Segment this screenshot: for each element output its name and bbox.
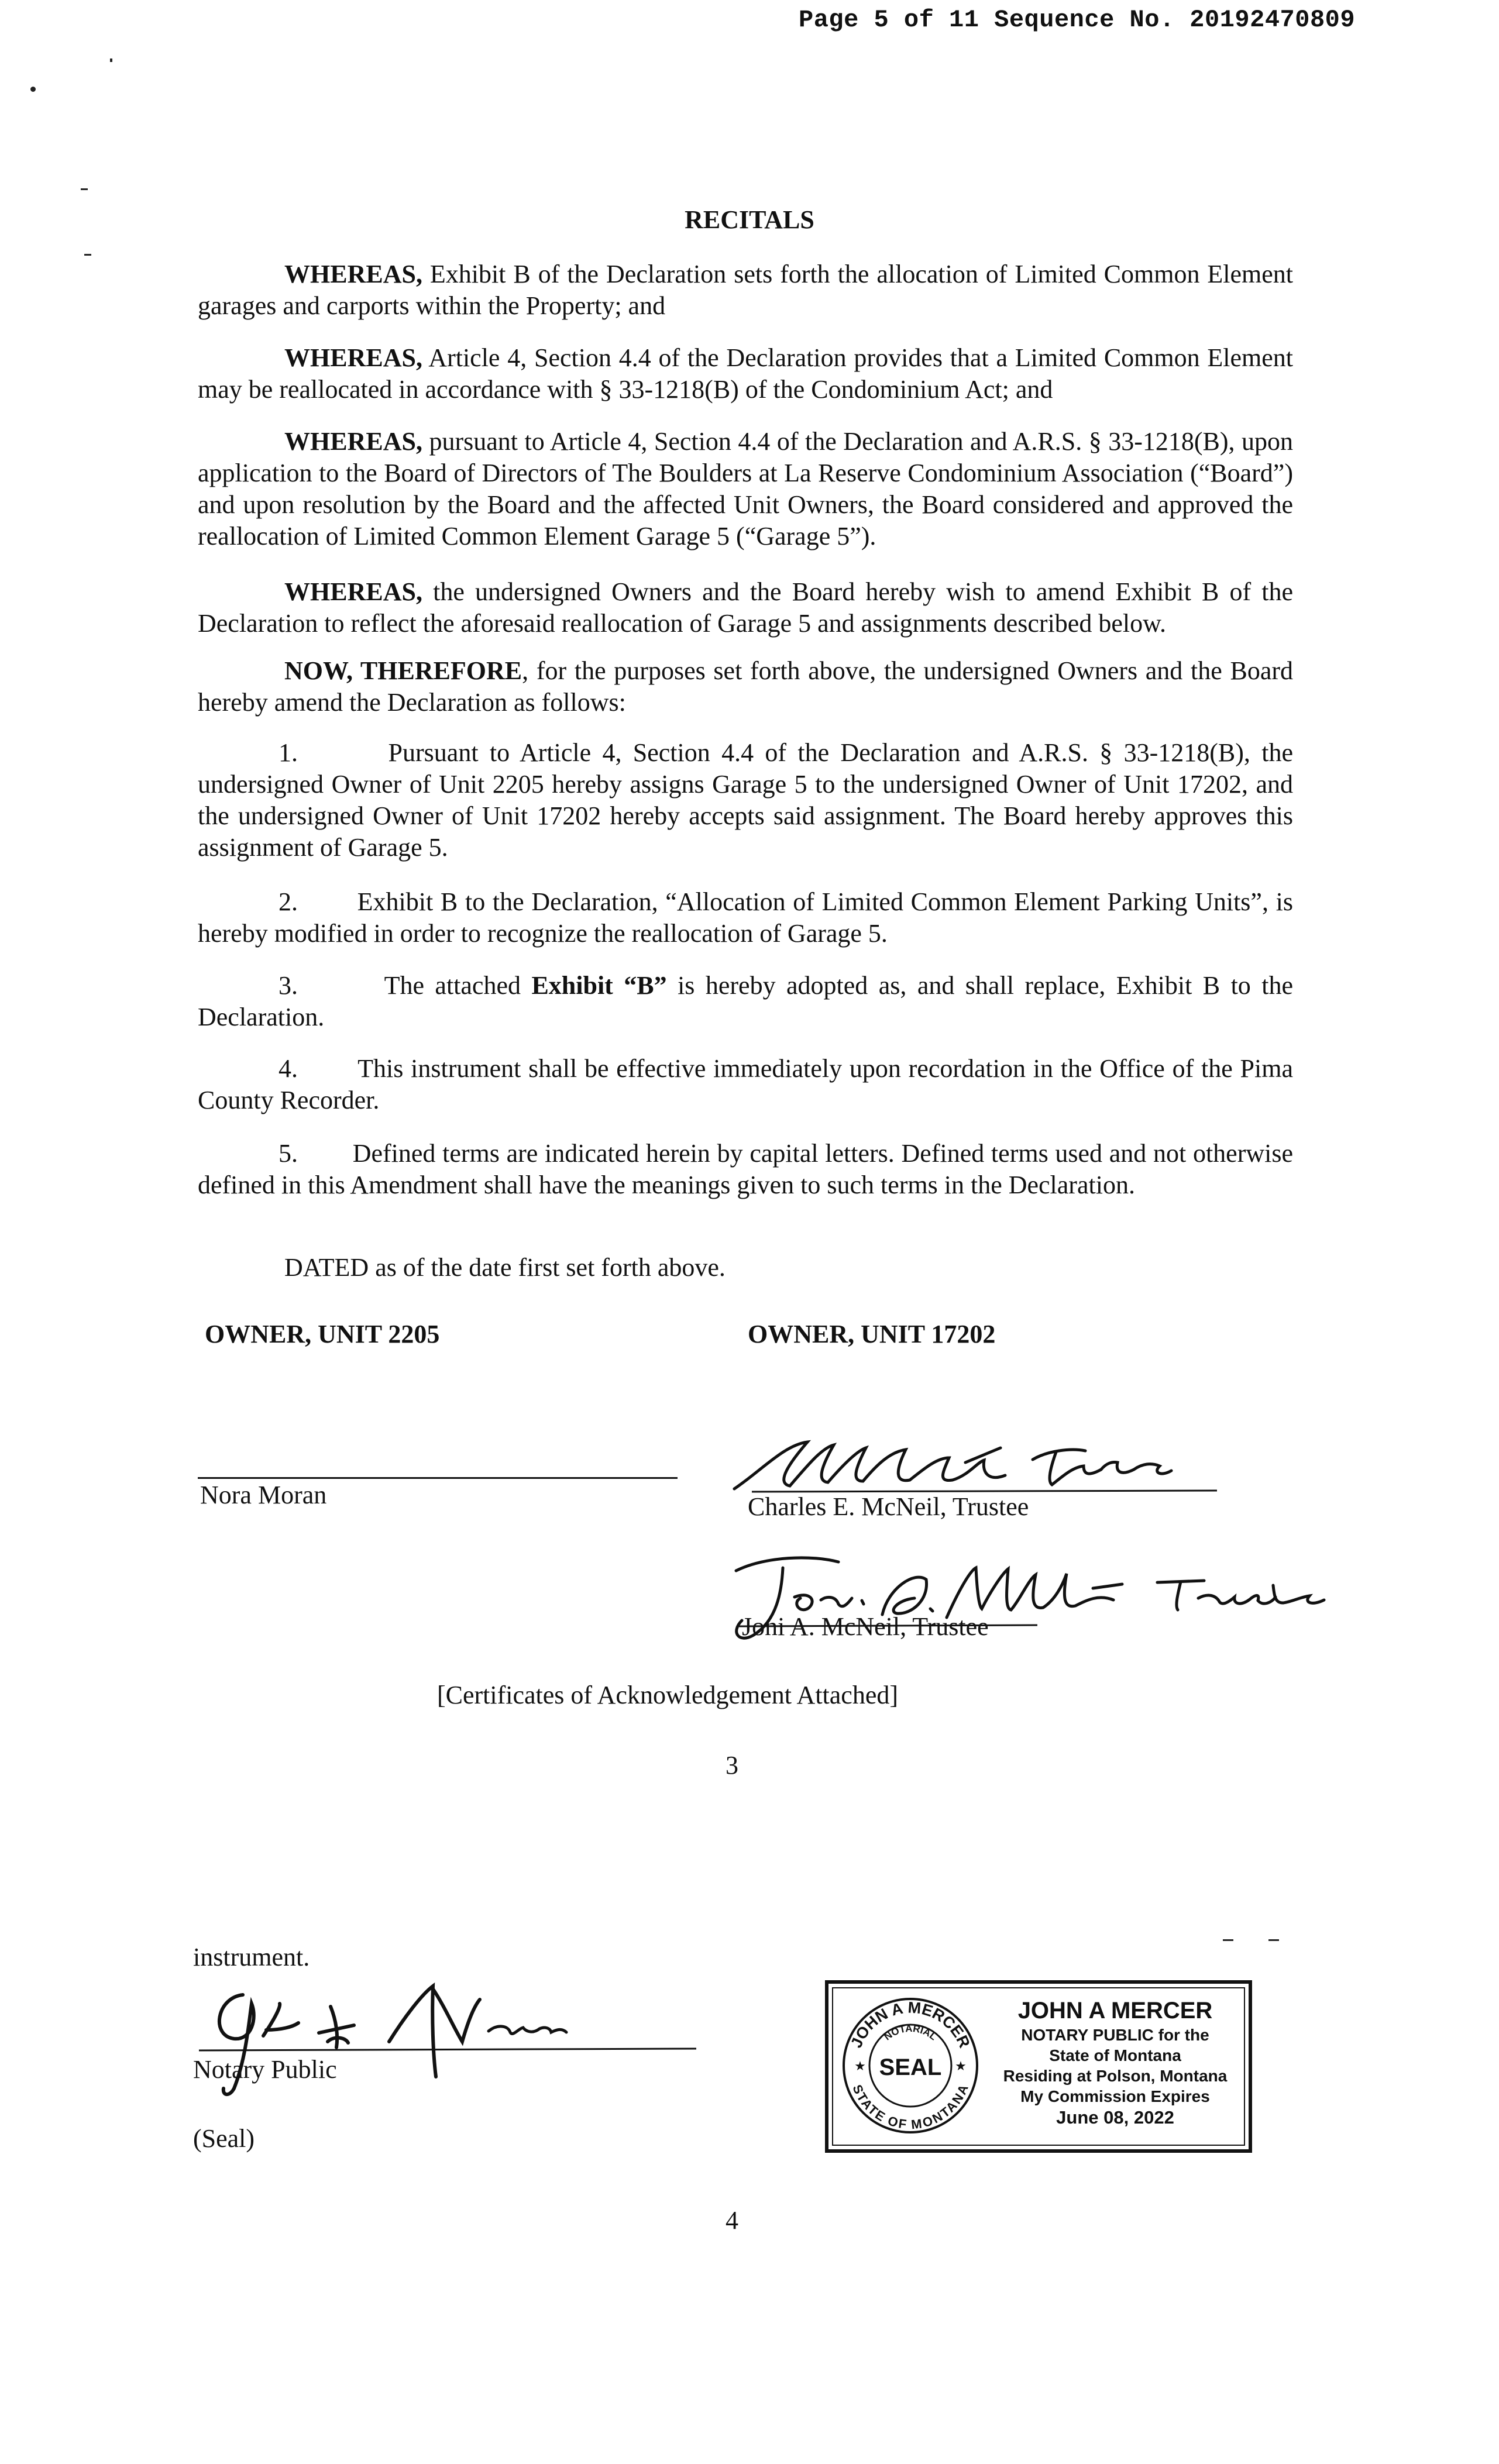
recital-lead: WHEREAS, xyxy=(284,577,422,606)
instrument-text: instrument. xyxy=(193,1943,310,1971)
recital-paragraph-1 xyxy=(198,259,1293,322)
stamp-expiry-date: June 08, 2022 xyxy=(1056,2107,1174,2128)
dated-line: DATED as of the date first set forth above. xyxy=(284,1253,726,1282)
item-number: 1. xyxy=(279,738,298,767)
item-text: Exhibit B to the Declaration, “Allocation of Limited Common Element Parking Units”, is hereby modified in order to recognize the reallocation of Garage 5. xyxy=(198,887,1293,948)
recital-text: Exhibit B of the Declaration sets forth the allocation of Limited Common Element garages and carports within the Property; and xyxy=(198,260,1293,320)
recital-lead: WHEREAS, xyxy=(284,260,422,288)
signer-name-charles-mcneil: Charles E. McNeil, Trustee xyxy=(748,1492,1029,1521)
recital-paragraph-3 xyxy=(198,426,1293,552)
stamp-line-4: My Commission Expires xyxy=(1020,2087,1210,2105)
recital-lead: WHEREAS, xyxy=(284,427,422,456)
item-number: 5. xyxy=(279,1139,298,1168)
recital-text: pursuant to Article 4, Section 4.4 of the Declaration and A.R.S. § 33-1218(B), upon application to the Board of Directors of The Boulders at La Reserve Condominium Association (“Board”) and upon resolution by the Board and the affected Unit Owners, the Board considered and approved the reallocation of Limited Common Element Garage 5 (“Garage 5”). xyxy=(198,427,1293,550)
numbered-item-3 xyxy=(198,970,1293,1033)
page-number-3: 3 xyxy=(726,1751,738,1780)
owner-unit-2205-heading: OWNER, UNIT 2205 xyxy=(205,1320,440,1348)
handwritten-signature-joni-mcneil xyxy=(713,1544,1339,1661)
seal-star-right-icon: ★ xyxy=(955,2059,967,2073)
seal-notarial-text: NOTARIAL xyxy=(882,2022,939,2043)
item-text: This instrument shall be effective immediately upon recordation in the Office of the Pima County Recorder. xyxy=(198,1054,1293,1114)
seal-bottom-text: STATE OF MONTANA xyxy=(850,2082,971,2132)
item-number: 3. xyxy=(279,971,298,1000)
recital-text: the undersigned Owners and the Board hereby wish to amend Exhibit B of the Declaration to reflect the aforesaid reallocation of Garage 5 and assignments described below. xyxy=(198,577,1293,638)
scan-speck xyxy=(81,188,88,190)
item-number: 2. xyxy=(279,887,298,916)
scan-speck xyxy=(1268,1939,1279,1941)
seal-top-text: JOHN A MERCER xyxy=(847,1998,974,2050)
page-header: Page 5 of 11 Sequence No. 20192470809 xyxy=(799,6,1356,34)
seal-center-text: SEAL xyxy=(879,2055,942,2080)
scan-speck xyxy=(30,87,36,92)
stamp-line-3: Residing at Polson, Montana xyxy=(1003,2067,1228,2085)
item-text: is hereby adopted as, and shall replace, Exhibit B to the Declaration. xyxy=(198,971,1294,1031)
recitals-title: RECITALS xyxy=(685,205,814,234)
numbered-item-1 xyxy=(198,737,1293,863)
item-number: 4. xyxy=(279,1054,298,1083)
stamp-line-1: NOTARY PUBLIC for the xyxy=(1021,2026,1209,2044)
signer-name-nora-moran: Nora Moran xyxy=(200,1481,327,1509)
stamp-line-2: State of Montana xyxy=(1049,2046,1181,2064)
signer-name-joni-mcneil: Joni A. McNeil, Trustee xyxy=(742,1612,989,1641)
recital-lead: WHEREAS, xyxy=(284,343,422,372)
owner-unit-17202-heading: OWNER, UNIT 17202 xyxy=(748,1320,996,1348)
numbered-item-5 xyxy=(198,1138,1293,1201)
page-number-4: 4 xyxy=(726,2206,738,2235)
notary-stamp xyxy=(825,1980,1252,2153)
seal-label: (Seal) xyxy=(193,2124,255,2153)
certificates-note: [Certificates of Acknowledgement Attached] xyxy=(436,1681,899,1709)
recital-paragraph-5 xyxy=(198,655,1293,718)
scan-speck xyxy=(110,58,112,62)
scan-speck xyxy=(84,254,91,256)
exhibit-b-reference: Exhibit “B” xyxy=(531,971,667,1000)
svg-text:NOTARIAL xyxy=(882,2023,938,2043)
handwritten-signature-notary xyxy=(187,1971,714,2106)
recital-text: , for the purposes set forth above, the undersigned Owners and the Board hereby amend the Declaration as follows: xyxy=(198,656,1293,717)
signature-line-nora-moran xyxy=(198,1477,678,1479)
scan-speck xyxy=(1223,1939,1233,1941)
recital-text: Article 4, Section 4.4 of the Declaration provides that a Limited Common Element may be reallocated in accordance with § 33-1218(B) of the Condominium Act; and xyxy=(198,343,1293,404)
stamp-notary-name: JOHN A MERCER xyxy=(1017,1998,1213,2023)
seal-star-left-icon: ★ xyxy=(854,2059,866,2073)
numbered-item-4 xyxy=(198,1053,1293,1116)
recital-paragraph-2 xyxy=(198,342,1293,405)
recital-lead: NOW, THEREFORE xyxy=(284,656,522,685)
recital-paragraph-4 xyxy=(198,576,1293,639)
notarial-seal xyxy=(840,1995,981,2136)
item-text: The attached xyxy=(384,971,532,1000)
notary-public-label: Notary Public xyxy=(193,2055,337,2084)
item-text: Pursuant to Article 4, Section 4.4 of the Declaration and A.R.S. § 33-1218(B), the undersigned Owner of Unit 2205 hereby assigns Garage 5 to the undersigned Owner of Unit 17202, and the undersigned Owner of Unit 17202 hereby accepts said assignment. The Board hereby approves this assignment of Garage 5. xyxy=(198,738,1293,862)
item-text: Defined terms are indicated herein by capital letters. Defined terms used and not otherwise defined in this Amendment shall have the meanings given to such terms in the Declaration. xyxy=(198,1139,1293,1199)
stamp-text-block xyxy=(986,1997,1244,2129)
numbered-item-2 xyxy=(198,886,1293,949)
